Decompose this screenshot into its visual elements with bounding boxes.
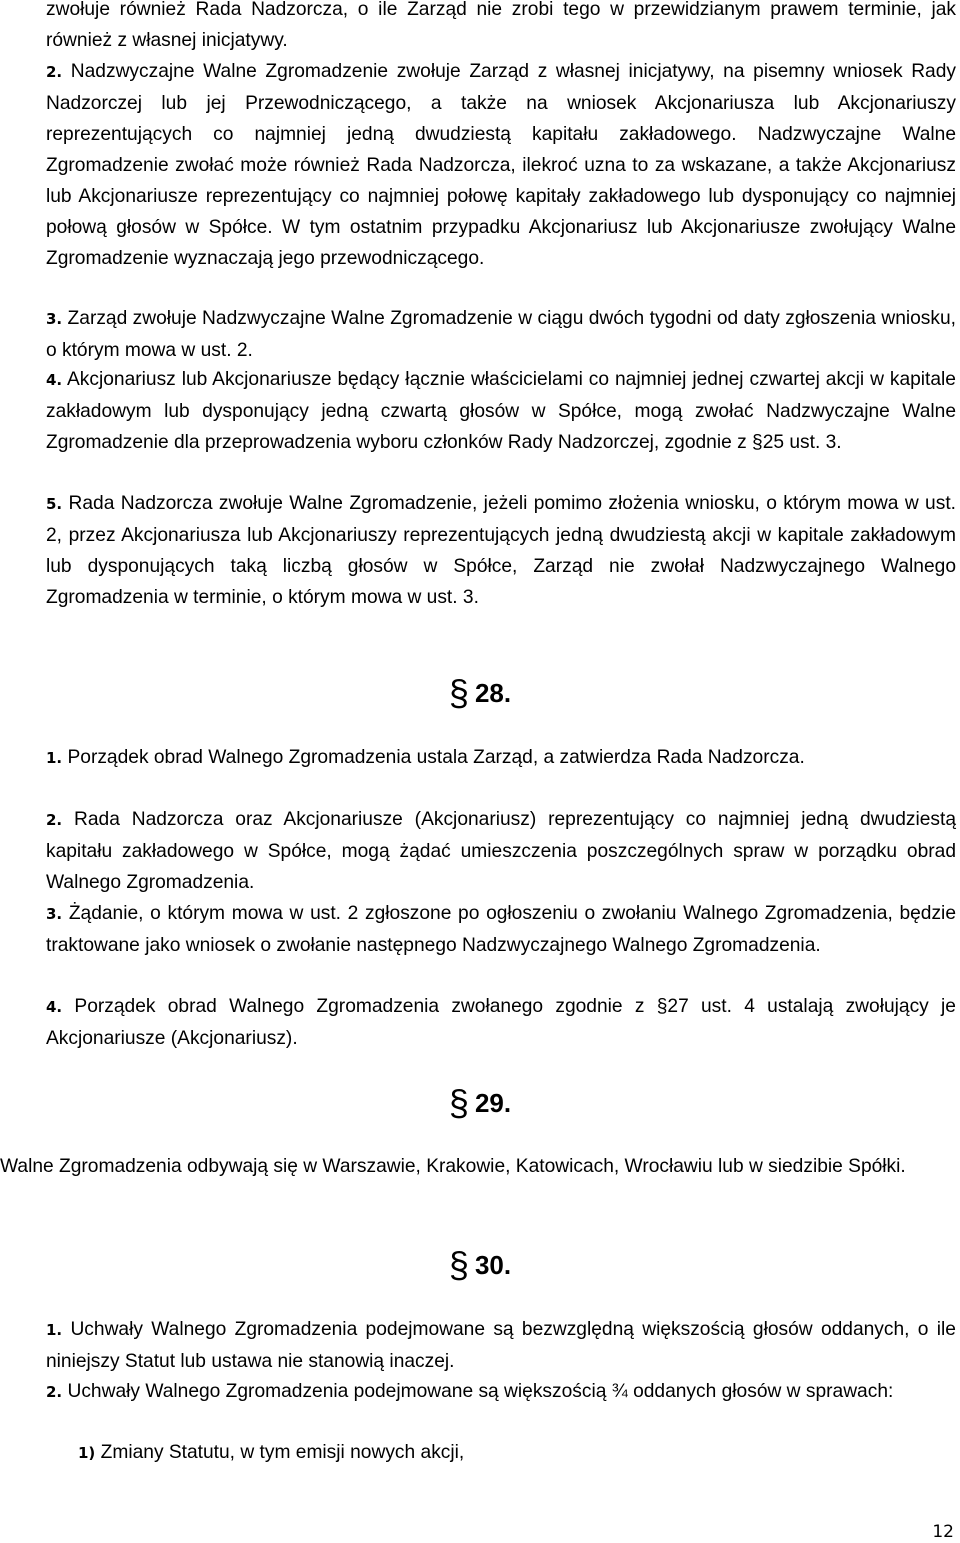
paragraph-1-continuation: zwołuje również Rada Nadzorcza, o ile Zarząd nie zrobi tego w przewidzianym prawem terminie, jak również z własnej inicjatywy. bbox=[46, 0, 956, 51]
section-heading-28 bbox=[0, 672, 960, 714]
paragraph-number: 4. bbox=[46, 998, 63, 1016]
s30-paragraph-2 bbox=[46, 1376, 956, 1408]
section-number: 29. bbox=[474, 1088, 512, 1118]
s30-paragraph-1 bbox=[46, 1314, 956, 1377]
s28-paragraph-1 bbox=[46, 742, 956, 774]
paragraph-number: 3. bbox=[46, 905, 63, 923]
paragraph-text: Porządek obrad Walnego Zgromadzenia zwołanego zgodnie z §27 ust. 4 ustalają zwołujący je Akcjonariusze (Akcjonariusz). bbox=[46, 996, 956, 1049]
section-heading-30 bbox=[0, 1244, 960, 1286]
list-item-text: Zmiany Statutu, w tym emisji nowych akcji, bbox=[100, 1442, 465, 1463]
paragraph-text: Rada Nadzorcza oraz Akcjonariusze (Akcjonariusz) reprezentujący co najmniej jedną dwudziestą kapitału zakładowego w Spółce, mogą żądać umieszczenia poszczególnych spraw w porządku obrad Walnego Zgromadzenia. bbox=[46, 809, 956, 893]
section-heading-29 bbox=[0, 1082, 960, 1124]
paragraph-text: Żądanie, o którym mowa w ust. 2 zgłoszone po ogłoszeniu o zwołaniu Walnego Zgromadzenia, będzie traktowane jako wniosek o zwołanie następnego Nadzwyczajnego Walnego Zgromadzenia. bbox=[46, 903, 956, 956]
paragraph-4 bbox=[46, 364, 956, 458]
page-number: 12 bbox=[932, 1522, 954, 1542]
section-number: 30. bbox=[474, 1250, 512, 1280]
paragraph-text: Porządek obrad Walnego Zgromadzenia ustala Zarząd, a zatwierdza Rada Nadzorcza. bbox=[67, 747, 805, 768]
paragraph-5 bbox=[46, 488, 956, 613]
paragraph-number: 1. bbox=[46, 1321, 63, 1339]
paragraph-text: Uchwały Walnego Zgromadzenia podejmowane są większością ¾ oddanych głosów w sprawach: bbox=[67, 1381, 894, 1402]
paragraph-text: Akcjonariusz lub Akcjonariusze będący łącznie właścicielami co najmniej jednej czwartej akcji w kapitale zakładowym lub dysponujący jedną czwartą głosów w Spółce, mogą zwołać Nadzwyczajne Walne Zgromadzenie dla przeprowadzenia wyboru członków Rady Nadzorczej, zgodnie z §25 ust. 3. bbox=[46, 369, 956, 453]
paragraph-number: 2. bbox=[46, 811, 63, 829]
list-item-number: 1) bbox=[78, 1444, 96, 1462]
s30-list-item-1 bbox=[78, 1437, 948, 1469]
paragraph-text: Nadzwyczajne Walne Zgromadzenie zwołuje Zarząd z własnej inicjatywy, na pisemny wniosek Rady Nadzorczej lub jej Przewodniczącego, a także na wniosek Akcjonariusza lub Akcjonariuszy reprezentujących co najmniej jedną dwudziestą kapitału zakładowego. Nadzwyczajne Walne Zgromadzenie zwołać może również Rada Nadzorcza, ilekroć uzna to za wskazane, a także Akcjonariusz lub Akcjonariusze reprezentujący co najmniej połowę kapitały zakładowego lub dysponujący co najmniej połową głosów w Spółce. W tym ostatnim przypadku Akcjonariusz lub Akcjonariusze zwołujący Walne Zgromadzenie wyznaczają jego przewodniczącego. bbox=[46, 61, 956, 269]
paragraph-number: 1. bbox=[46, 749, 63, 767]
paragraph-number: 2. bbox=[46, 63, 63, 81]
paragraph-number: 2. bbox=[46, 1383, 63, 1401]
section-number: 28. bbox=[474, 678, 512, 708]
s28-paragraph-3 bbox=[46, 898, 956, 961]
paragraph-text: Rada Nadzorcza zwołuje Walne Zgromadzenie, jeżeli pomimo złożenia wniosku, o którym mowa w ust. 2, przez Akcjonariusza lub Akcjonariuszy reprezentujących jedną dwudziestą akcji w kapitale zakładowym lub dysponujących taką liczbą głosów w Spółce, Zarząd nie zwołał Nadzwyczajnego Walnego Zgromadzenia w terminie, o którym mowa w ust. 3. bbox=[46, 493, 956, 608]
paragraph-2 bbox=[46, 56, 956, 274]
s28-paragraph-4 bbox=[46, 991, 956, 1054]
paragraph-3 bbox=[46, 303, 956, 366]
section-symbol: § bbox=[448, 672, 469, 713]
section-symbol: § bbox=[448, 1244, 469, 1285]
s28-paragraph-2 bbox=[46, 804, 956, 898]
paragraph-text: Zarząd zwołuje Nadzwyczajne Walne Zgromadzenie w ciągu dwóch tygodni od daty zgłoszenia wniosku, o którym mowa w ust. 2. bbox=[46, 308, 956, 361]
section-symbol: § bbox=[448, 1082, 469, 1123]
paragraph-number: 4. bbox=[46, 371, 63, 389]
paragraph-number: 3. bbox=[46, 310, 63, 328]
s29-paragraph: Walne Zgromadzenia odbywają się w Warszawie, Krakowie, Katowicach, Wrocławiu lub w siedzibie Spółki. bbox=[0, 1156, 906, 1177]
paragraph-text: Uchwały Walnego Zgromadzenia podejmowane są bezwzględną większością głosów oddanych, o ile niniejszy Statut lub ustawa nie stanowią inaczej. bbox=[46, 1319, 956, 1372]
paragraph-number: 5. bbox=[46, 495, 63, 513]
